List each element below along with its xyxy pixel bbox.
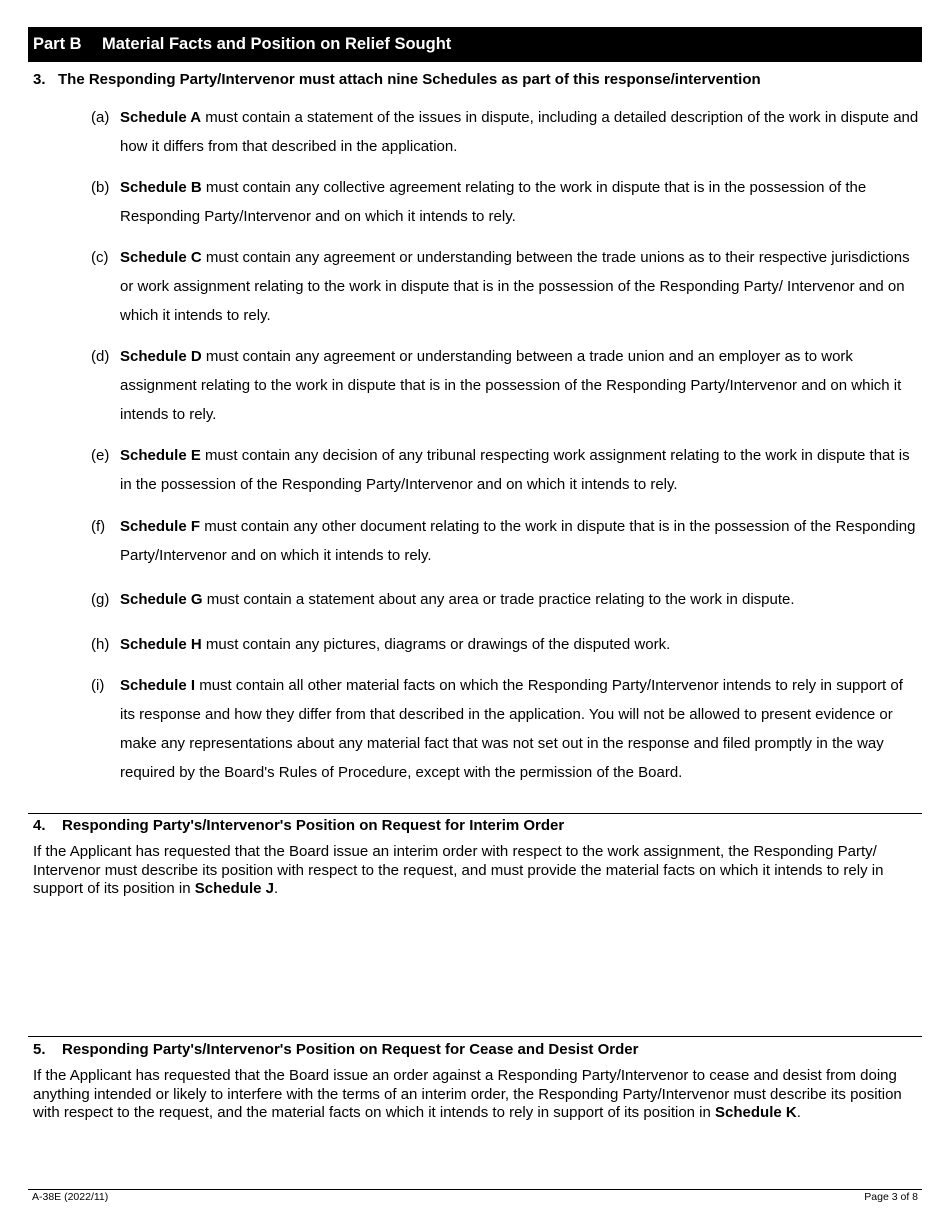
item-text: must contain any collective agreement relating to the work in dispute that is in the possession of the Responding Party/Intervenor and on which it intends to rely.	[120, 179, 867, 225]
part-b-header	[28, 27, 922, 62]
question-5-number: 5.	[33, 1041, 46, 1058]
schedule-name: Schedule B	[120, 179, 202, 196]
schedule-item-g	[91, 585, 921, 614]
schedule-item-e	[91, 441, 921, 499]
item-letter: (c)	[91, 249, 109, 266]
schedule-name: Schedule I	[120, 677, 196, 694]
section-divider	[28, 1036, 922, 1037]
form-id: A-38E (2022/11)	[32, 1191, 109, 1203]
schedule-item-f	[91, 512, 921, 570]
item-text: must contain a statement of the issues in dispute, including a detailed description of the work in dispute and how it differs from that described in the application.	[120, 109, 919, 155]
question-3-number: 3.	[33, 71, 46, 88]
question-4-body	[33, 843, 918, 899]
section-divider	[28, 813, 922, 814]
item-letter: (g)	[91, 591, 110, 608]
item-text: must contain any pictures, diagrams or drawings of the disputed work.	[201, 636, 671, 653]
item-letter: (d)	[91, 348, 110, 365]
schedule-name: Schedule E	[120, 447, 201, 464]
item-text: must contain any other document relating to the work in dispute that is in the possession of the Responding Party/Intervenor and on which it intends to rely.	[120, 518, 916, 564]
schedule-k: Schedule K	[715, 1104, 797, 1121]
item-text: must contain a statement about any area or trade practice relating to the work in dispute.	[202, 591, 795, 608]
question-4-title: Responding Party's/Intervenor's Position on Request for Interim Order	[62, 817, 565, 834]
question-4-heading	[33, 817, 564, 834]
item-letter: (i)	[91, 677, 105, 694]
question-5-text: If the Applicant has requested that the Board issue an order against a Responding Party/Intervenor to cease and desist from doing anything intended or likely to interfere with the terms of an interim order, the Responding Party/Intervenor must describe its position with respect to the request, and the material facts on which it intends to rely in support of its position in	[33, 1067, 902, 1121]
question-4-number: 4.	[33, 817, 46, 834]
question-4-end: .	[273, 880, 279, 897]
item-letter: (f)	[91, 518, 106, 535]
part-title: Material Facts and Position on Relief Sought	[102, 35, 452, 53]
question-5-body	[33, 1067, 918, 1123]
schedule-item-b	[91, 173, 921, 231]
schedule-name: Schedule G	[120, 591, 203, 608]
item-letter: (e)	[91, 447, 110, 464]
schedule-item-i	[91, 671, 921, 787]
question-3-heading	[33, 71, 761, 88]
item-letter: (b)	[91, 179, 110, 196]
schedule-item-h	[91, 630, 921, 659]
footer-divider	[28, 1189, 922, 1190]
item-text: must contain any agreement or understanding between a trade union and an employer as to work assignment relating to the work in dispute that is in the possession of the Responding Party/Intervenor and on which it intends to rely.	[120, 348, 902, 423]
schedule-item-d	[91, 342, 921, 429]
schedule-name: Schedule H	[120, 636, 202, 653]
item-letter: (h)	[91, 636, 110, 653]
question-5-end: .	[796, 1104, 801, 1121]
schedule-name: Schedule F	[120, 518, 201, 535]
question-4-text: If the Applicant has requested that the Board issue an interim order with respect to the work assignment, the Responding Party/ Intervenor must describe its position with respect to the request, and must provide the material facts on which it intends to rely in support of its position in	[33, 843, 884, 897]
schedule-name: Schedule A	[120, 109, 202, 126]
schedule-j: Schedule J	[194, 880, 274, 897]
item-text: must contain any decision of any tribunal respecting work assignment relating to the work in dispute that is in the possession of the Responding Party/Intervenor and on which it intends to rely.	[120, 447, 910, 493]
schedule-name: Schedule D	[120, 348, 202, 365]
part-label: Part B	[33, 35, 82, 53]
item-text: must contain all other material facts on which the Responding Party/Intervenor intends to rely in support of its response and how they differ from that described in the application. You will not be allowed to present evidence or make any representations about any material fact that was not set out in the response and filed promptly in the way required by the Board's Rules of Procedure, except with the permission of the Board.	[120, 677, 903, 781]
item-letter: (a)	[91, 109, 110, 126]
question-3-text: The Responding Party/Intervenor must attach nine Schedules as part of this response/intervention	[58, 71, 761, 88]
item-text: must contain any agreement or understanding between the trade unions as to their respective jurisdictions or work assignment relating to the work in dispute that is in the possession of the Responding Party/ Intervenor and on which it intends to rely.	[120, 249, 910, 324]
question-5-title: Responding Party's/Intervenor's Position on Request for Cease and Desist Order	[62, 1041, 639, 1058]
schedule-item-c	[91, 243, 921, 330]
page-number: Page 3 of 8	[864, 1191, 918, 1203]
question-5-heading	[33, 1041, 638, 1058]
schedule-item-a	[91, 103, 921, 161]
schedule-name: Schedule C	[120, 249, 202, 266]
